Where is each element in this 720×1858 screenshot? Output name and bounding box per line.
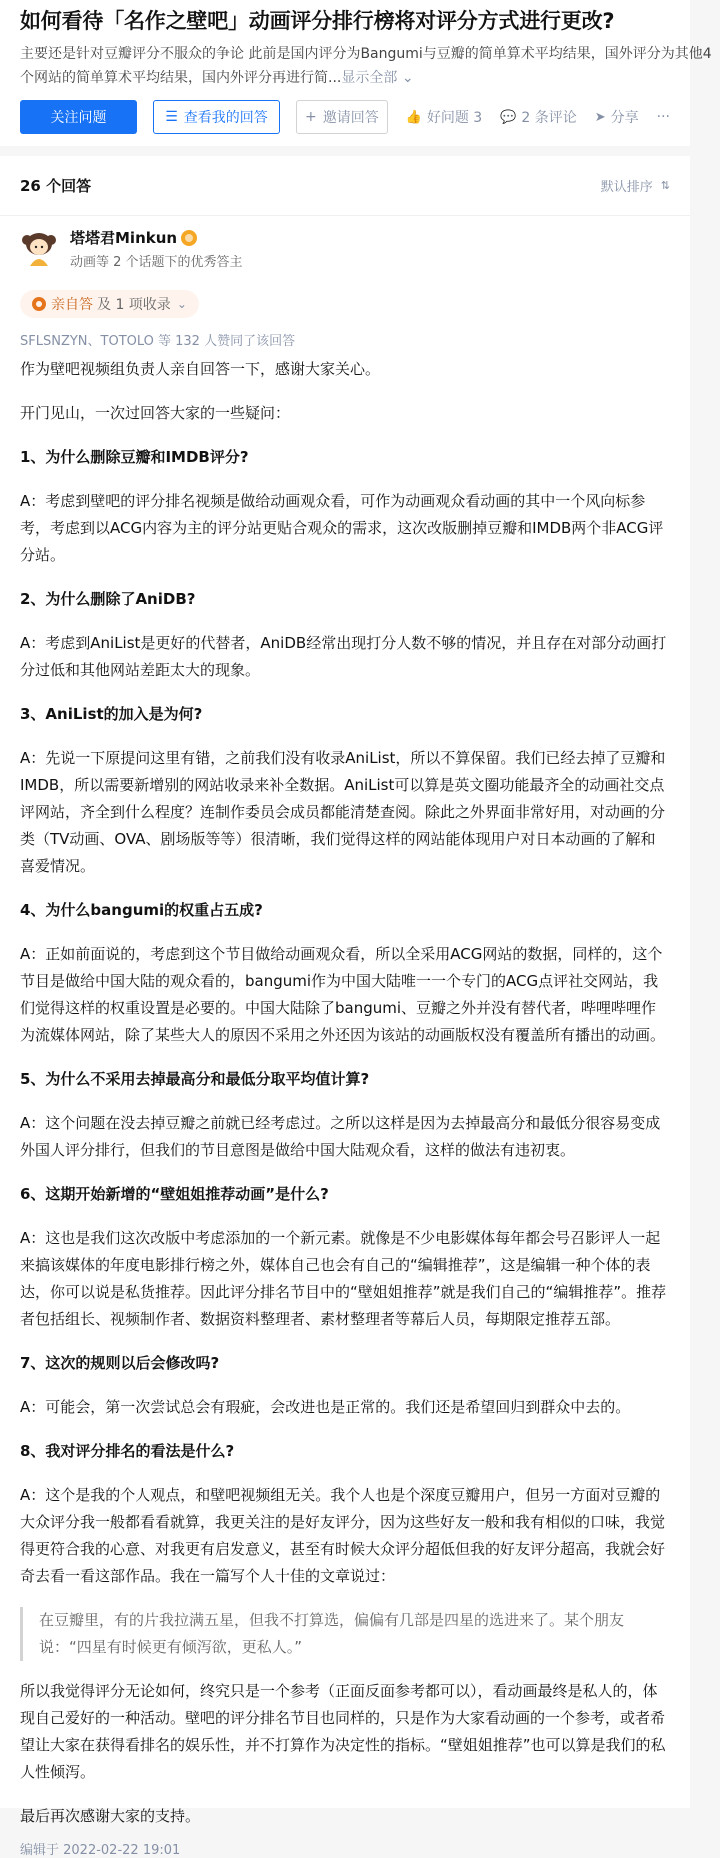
good-question-label: 好问题 3 xyxy=(426,110,483,126)
my-answer-label: 查看我的回答 xyxy=(183,110,268,126)
answer-list xyxy=(0,156,690,1858)
comments-label: 2 条评论 xyxy=(521,110,577,126)
question-description-text: 主要还是针对豆瓣评分不服众的争论 此前是国内评分为Bangumi与豆瓣的简单算术平均结果，国外评分为其他4个网站的简单算术平均结果，国内外评分再进行简... xyxy=(20,46,712,86)
question-actions xyxy=(20,100,670,134)
answer-subheading: 8、我对评分排名的看法是什么? xyxy=(20,1442,235,1460)
my-answer-button[interactable] xyxy=(153,100,280,134)
invite-answer-label: 邀请回答 xyxy=(322,110,379,126)
avatar[interactable] xyxy=(20,228,58,266)
follow-question-button[interactable]: 关注问题 xyxy=(20,100,137,134)
answer-subheading: 1、为什么删除豆瓣和IMDB评分? xyxy=(20,448,249,466)
more-button[interactable]: ··· xyxy=(656,109,670,125)
sort-dropdown[interactable] xyxy=(601,176,670,195)
add-user-icon: + xyxy=(305,109,317,125)
comments-button[interactable] xyxy=(500,107,577,127)
answer-subheading: 6、这期开始新增的“壁姐姐推荐动画”是什么? xyxy=(20,1185,329,1203)
show-all-link[interactable]: 显示全部 ⌄ xyxy=(341,70,414,86)
author-headline: 动画等 2 个话题下的优秀答主 xyxy=(70,255,243,270)
answer-paragraph: A：这个问题在没去掉豆瓣之前就已经考虑过。之所以这样是因为去掉最高分和最低分很容易变成外国人评分排行，但我们的节目意图是做给中国大陆观众看，这样的做法有违初衷。 xyxy=(20,1114,661,1159)
answer-subheading: 3、AniList的加入是为何? xyxy=(20,705,203,723)
question-card xyxy=(0,0,712,146)
edit-icon: ☰ xyxy=(165,109,178,125)
chevron-down-icon: ⌄ xyxy=(176,297,187,311)
tag-sub-label: 及 1 项收录 xyxy=(97,297,171,313)
answer-paragraph: A：这也是我们这次改版中考虑添加的一个新元素。就像是不少电影媒体每年都会号召影评人一起来搞该媒体的年度电影排行榜之外，媒体自己也会有自己的“编辑推荐”，这是编辑一种个体的表达，你可以说是私货推荐。因此评分排名节目中的“壁姐姐推荐”就是我们自己的“编辑推荐”。推荐者包括组长、视频制作者、数据资料整理者、素材整理者等幕后人员，每期限定推荐五部。 xyxy=(20,1229,667,1328)
answer-paragraph: A：正如前面说的，考虑到这个节目做给动画观众看，所以全采用ACG网站的数据，同样的，这个节目是做给中国大陆的观众看的，bangumi作为中国大陆唯一一个专门的ACG点评社交网站，我们觉得这样的权重设置是必要的。中国大陆除了bangumi、豆瓣之外并没有替代者，哔哩哔哩作为流媒体网站，除了某些大人的原因不采用之外还因为该站的动画版权没有覆盖所有播出的动画。 xyxy=(20,945,666,1044)
chevron-down-icon: ⌄ xyxy=(401,70,414,86)
share-label: 分享 xyxy=(610,110,639,126)
tag-icon xyxy=(32,297,46,311)
excellent-answerer-badge-icon xyxy=(181,230,197,246)
answer-tag[interactable] xyxy=(20,290,199,318)
answer-paragraph: 开门见山，一次过回答大家的一些疑问： xyxy=(20,404,291,422)
tag-main-label: 亲自答 xyxy=(51,297,93,313)
sort-label: 默认排序 xyxy=(600,180,653,195)
answer-subheading: 2、为什么删除了AniDB? xyxy=(20,590,196,608)
answer-paragraph: 最后再次感谢大家的支持。 xyxy=(20,1807,201,1825)
answer-paragraph: A：可能会，第一次尝试总会有瑕疵，会改进也是正常的。我们还是希望回归到群众中去的。 xyxy=(20,1398,631,1416)
share-icon: ➤ xyxy=(594,109,606,125)
answer-subheading: 4、为什么bangumi的权重占五成? xyxy=(20,901,263,919)
answer-author xyxy=(0,216,690,290)
answer-paragraph: 作为壁吧视频组负责人亲自回答一下，感谢大家关心。 xyxy=(20,360,381,378)
answer-list-header xyxy=(0,156,690,216)
answer-count: 26 个回答 xyxy=(20,177,92,195)
thumb-up-icon: 👍 xyxy=(405,109,422,125)
author-name[interactable]: 塔塔君Minkun xyxy=(70,228,243,248)
invite-answer-button[interactable] xyxy=(296,100,388,134)
answer-paragraph: 所以我觉得评分无论如何，终究只是一个参考（正面反面参考都可以），看动画最终是私人的，体现自己爱好的一种活动。壁吧的评分排名节目也同样的，只是作为大家看动画的一个参考，或者希望让大家在获得看排名的娱乐性，并不打算作为决定性的指标。“壁姐姐推荐”也可以算是我们的私人性倾泻。 xyxy=(20,1682,666,1781)
answer-subheading: 5、为什么不采用去掉最高分和最低分取平均值计算? xyxy=(20,1070,370,1088)
share-button[interactable] xyxy=(595,107,639,127)
answer-content xyxy=(0,356,690,1830)
author-info xyxy=(70,228,243,290)
answer-paragraph: A：考虑到AniList是更好的代替者，AniDB经常出现打分人数不够的情况，并且存在对部分动画打分过低和其他网站差距太大的现象。 xyxy=(20,634,667,679)
comment-icon: 💬 xyxy=(500,109,517,125)
answer-paragraph: A：这个是我的个人观点，和壁吧视频组无关。我个人也是个深度豆瓣用户，但另一方面对豆瓣的大众评分我一般都看看就算，我更关注的是好友评分，因为这些好友一般和我有相似的口味，我觉得更符合我的心意、对我更有启发意义，甚至有时候大众评分超低但我的好友评分超高，我就会好奇去看一看这部作品。我在一篇写个人十佳的文章说过： xyxy=(20,1486,666,1585)
edit-time[interactable]: 编辑于 2022-02-22 19:01 xyxy=(20,1843,181,1858)
answer-paragraph: A：先说一下原提问这里有错，之前我们没有收录AniList，所以不算保留。我们已经去掉了豆瓣和IMDB，所以需要新增别的网站收录来补全数据。AniList可以算是英文圈功能最齐全的动画社交点评网站，齐全到什么程度？连制作委员会成员都能清楚查阅。除此之外界面非常好用，对动画的分类（TV动画、OVA、剧场版等等）很清晰，我们觉得这样的网站能体现用户对日本动画的了解和喜爱情况。 xyxy=(20,749,666,875)
voters-line[interactable]: SFLSNZYN、TOTOLO 等 132 人赞同了该回答 xyxy=(20,334,296,349)
answer-paragraph: A：考虑到壁吧的评分排名视频是做给动画观众看，可作为动画观众看动画的其中一个风向标参考，考虑到以ACG内容为主的评分站更贴合观众的需求，这次改版删掉豆瓣和IMDB两个非ACG评分站。 xyxy=(20,492,664,564)
sort-arrows-icon: ⇅ xyxy=(660,178,670,192)
question-title[interactable]: 如何看待「名作之壁吧」动画评分排行榜将对评分方式进行更改? xyxy=(20,9,615,33)
question-description xyxy=(20,42,720,90)
answer-quote: 在豆瓣里，有的片我拉满五星，但我不打算选，偏偏有几部是四星的选进来了。某个朋友说：“四星有时候更有倾泻欲，更私人。” xyxy=(20,1607,670,1661)
answer-subheading: 7、这次的规则以后会修改吗? xyxy=(20,1354,220,1372)
good-question-button[interactable] xyxy=(406,107,483,127)
